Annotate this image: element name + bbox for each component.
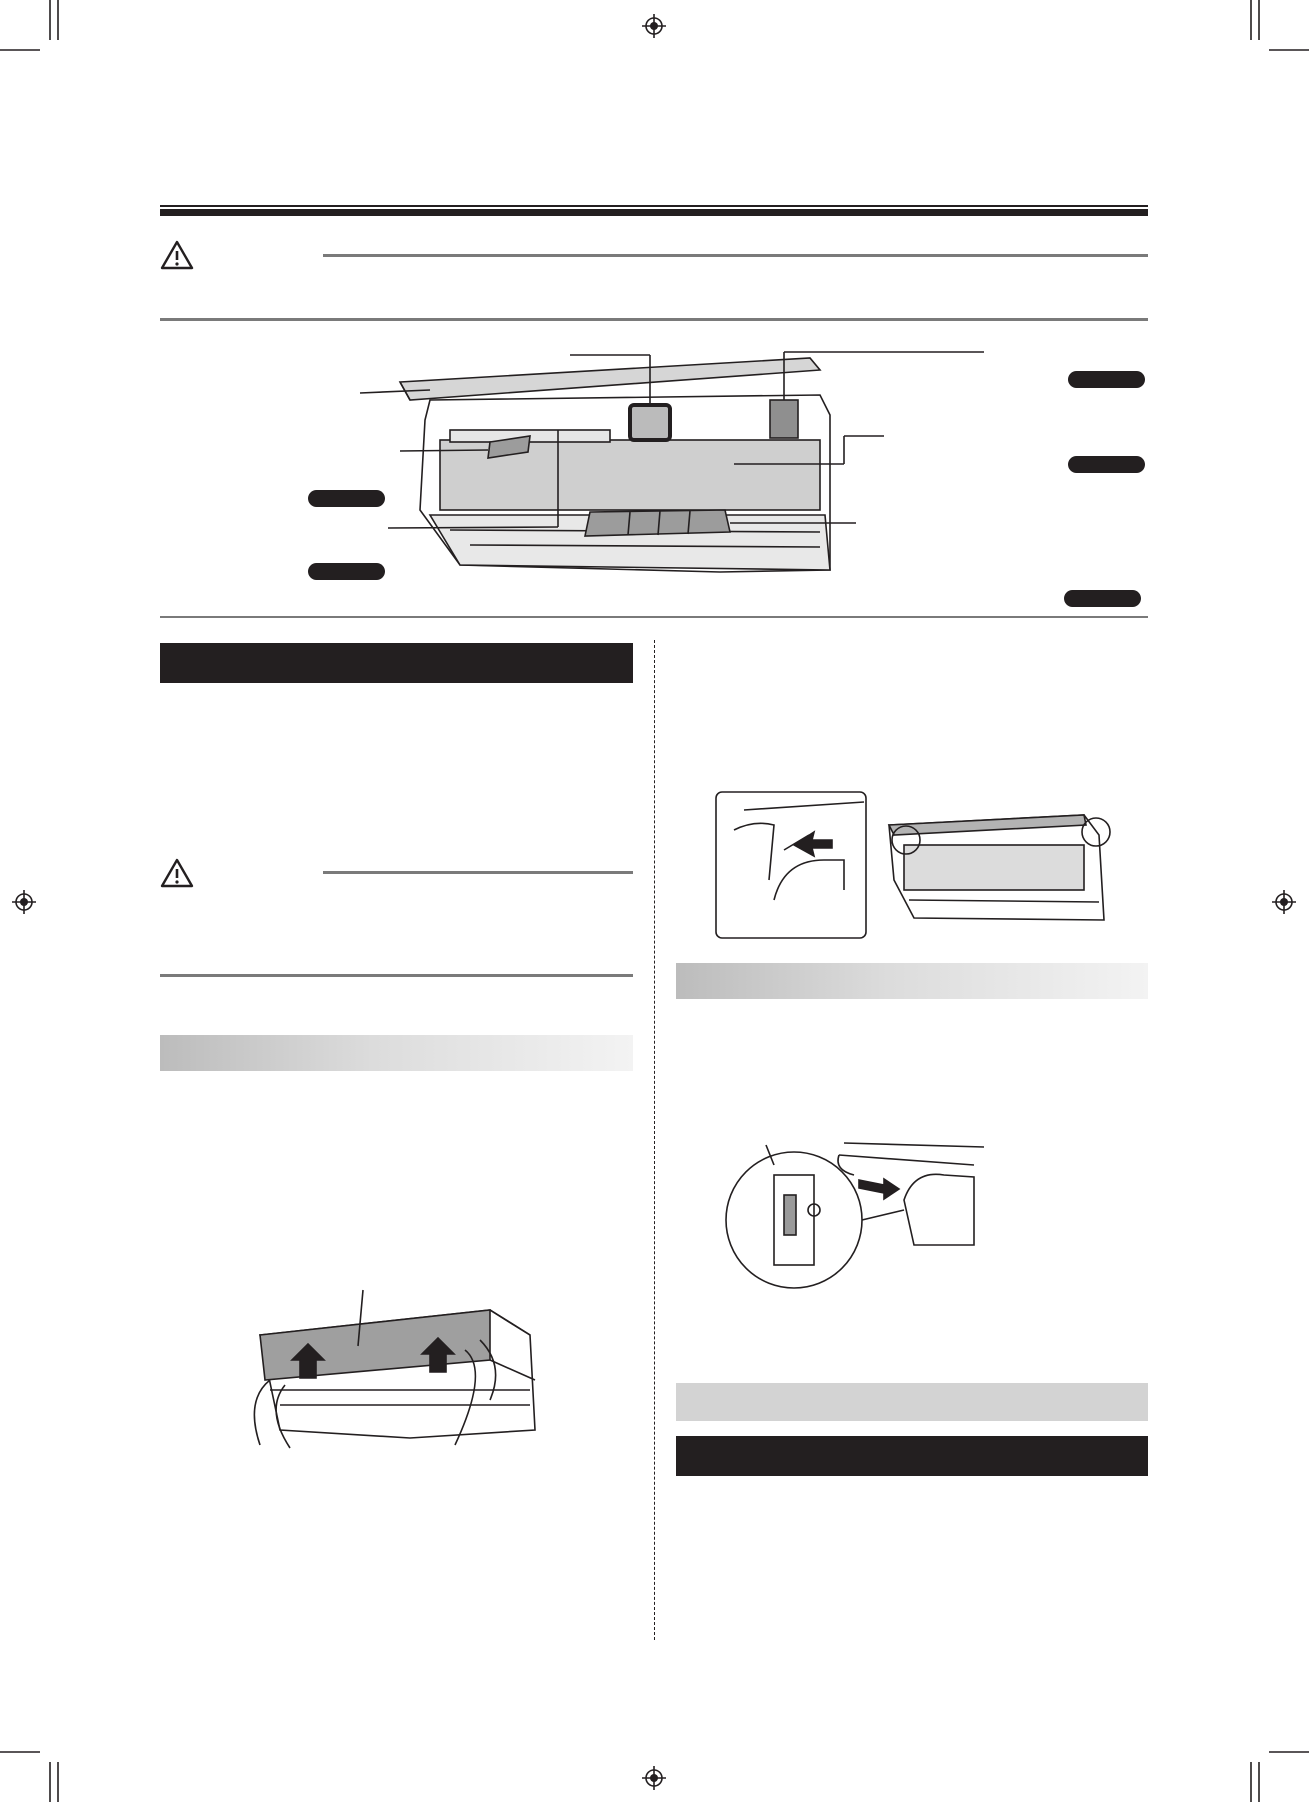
warning-triangle-icon	[160, 858, 194, 888]
crosshair-registration-icon	[642, 1766, 666, 1790]
crosshair-registration-icon	[1272, 890, 1296, 914]
section-rule	[160, 318, 1148, 321]
front-panel-hinge-figure	[714, 790, 1114, 940]
header-rule-thin	[160, 205, 1148, 207]
label-pill-left-2	[308, 563, 385, 580]
caution-rule	[323, 871, 633, 874]
step-band-right-1	[676, 963, 1148, 999]
column-divider	[654, 640, 655, 1640]
warning-rule	[323, 254, 1148, 257]
warning-triangle-icon	[160, 240, 194, 270]
label-pill-right-3	[1064, 590, 1141, 607]
label-pill-right-1	[1068, 371, 1145, 388]
crosshair-registration-icon	[12, 890, 36, 914]
front-panel-lift-figure	[240, 1280, 540, 1450]
label-pill-right-2	[1068, 456, 1145, 473]
caution-bottom-rule	[160, 974, 633, 977]
label-pill-left-1	[308, 490, 385, 507]
crosshair-registration-icon	[642, 14, 666, 38]
step-band-right-2	[676, 1383, 1148, 1421]
header-rule-thick	[160, 209, 1148, 216]
diagram-bottom-rule	[160, 616, 1148, 618]
section-heading-bar-left	[160, 643, 633, 683]
panel-arm-release-figure	[734, 1135, 994, 1295]
indoor-unit-parts-diagram	[300, 340, 1160, 600]
section-heading-bar-right	[676, 1436, 1148, 1476]
step-band-left	[160, 1035, 633, 1071]
